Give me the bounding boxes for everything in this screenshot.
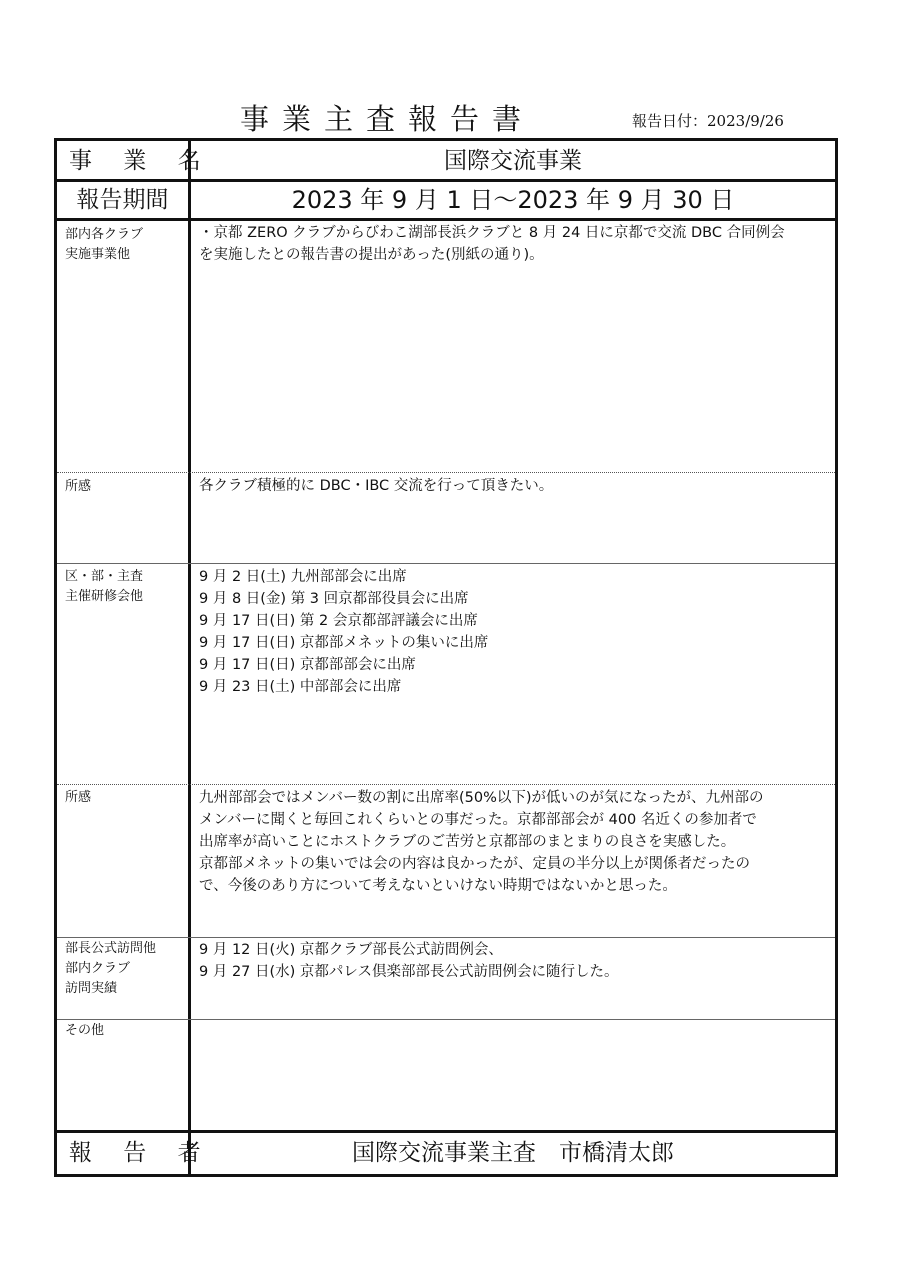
row-divider xyxy=(57,472,835,473)
project-name-label: 事 業 名 xyxy=(69,148,213,174)
visits-label: 部長公式訪問他 部内クラブ 訪問実績 xyxy=(65,941,157,996)
reporter-label: 報 告 者 xyxy=(69,1140,213,1166)
meetings-impression-content xyxy=(199,787,829,897)
impression-line: で、今後のあり方について考えないといけない時期ではないかと思った。 xyxy=(199,878,677,894)
club-events-impression-label: 所感 xyxy=(65,479,92,494)
document-title: 事業主査報告書 xyxy=(240,102,535,136)
meeting-entry: 9 月 17 日(日) 京都部部会に出席 xyxy=(199,657,416,673)
impression-line: 各クラブ積極的に DBC・IBC 交流を行って頂きたい。 xyxy=(199,478,554,494)
meeting-entry: 9 月 17 日(日) 京都部メネットの集いに出席 xyxy=(199,635,489,651)
meeting-entry: 9 月 17 日(日) 第 2 会京都部評議会に出席 xyxy=(199,613,478,629)
club-events-label: 部内各クラブ 実施事業他 xyxy=(65,227,144,262)
impression-line: メンバーに聞くと毎回これくらいとの事だった。京都部部会が 400 名近くの参加者で xyxy=(199,812,757,828)
other-label: その他 xyxy=(65,1023,105,1038)
impression-line: 京都部メネットの集いでは会の内容は良かったが、定員の半分以上が関係者だったの xyxy=(199,856,750,872)
reporter-value: 国際交流事業主査 市橋清太郎 xyxy=(352,1140,674,1166)
report-date-value: 2023/9/26 xyxy=(707,112,784,130)
meeting-entry: 9 月 2 日(土) 九州部部会に出席 xyxy=(199,569,407,585)
row-divider xyxy=(57,784,835,785)
project-name-value: 国際交流事業 xyxy=(444,148,582,174)
period-value: 2023 年 9 月 1 日～2023 年 9 月 30 日 xyxy=(291,186,735,214)
impression-line: 出席率が高いことにホストクラブのご苦労と京都部のまとまりの良さを実感した。 xyxy=(199,834,736,850)
report-form xyxy=(54,138,838,1177)
report-date-label: 報告日付： xyxy=(632,112,708,130)
report-date xyxy=(632,110,784,131)
meeting-entry: 9 月 8 日(金) 第 3 回京都部役員会に出席 xyxy=(199,591,469,607)
meetings-label: 区・部・主査 主催研修会他 xyxy=(65,569,144,604)
meetings-content xyxy=(199,566,829,698)
club-events-line: を実施したとの報告書の提出があった(別紙の通り)。 xyxy=(199,247,544,263)
visit-entry: 9 月 12 日(火) 京都クラブ部長公式訪問例会、 xyxy=(199,942,503,958)
period-label: 報告期間 xyxy=(76,187,169,213)
meeting-entry: 9 月 23 日(土) 中部部会に出席 xyxy=(199,679,402,695)
impression-line: 九州部部会ではメンバー数の割に出席率(50%以下)が低いのが気になったが、九州部の xyxy=(199,790,764,806)
row-divider xyxy=(57,218,835,221)
row-divider xyxy=(57,1019,835,1020)
club-events-line: ・京都 ZERO クラブからびわこ湖部長浜クラブと 8 月 24 日に京都で交流 DBC 合同例会 xyxy=(199,225,785,241)
club-events-content xyxy=(199,222,829,266)
meetings-impression-label: 所感 xyxy=(65,790,92,805)
visit-entry: 9 月 27 日(水) 京都パレス倶楽部部長公式訪問例会に随行した。 xyxy=(199,964,619,980)
visits-content xyxy=(199,939,829,983)
row-divider xyxy=(57,563,835,564)
row-divider xyxy=(57,937,835,938)
club-events-impression-content xyxy=(199,475,829,497)
